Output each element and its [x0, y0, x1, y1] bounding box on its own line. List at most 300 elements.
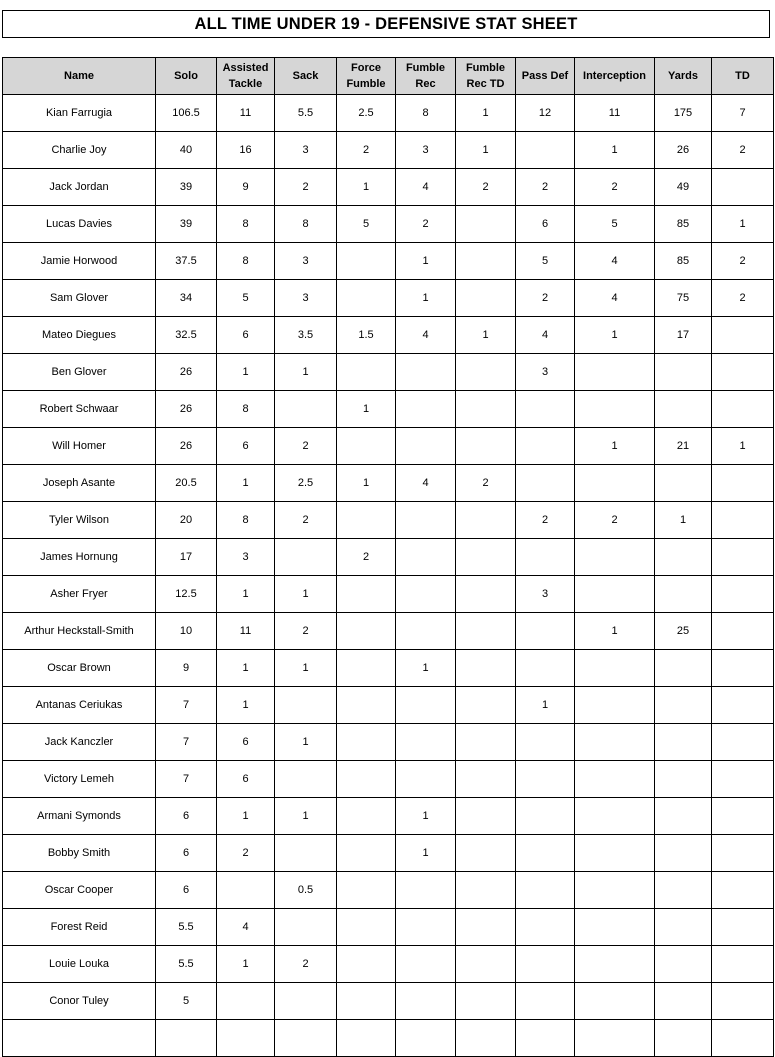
stat-cell-sack: 1: [275, 724, 337, 761]
table-body: [3, 95, 774, 1057]
table-row: [3, 206, 774, 243]
stat-cell-solo: 5.5: [156, 909, 217, 946]
table-row: [3, 798, 774, 835]
stat-cell-sack: 3.5: [275, 317, 337, 354]
stat-cell-sack: 2: [275, 613, 337, 650]
stat-cell-yards: [655, 909, 712, 946]
stats-table: [2, 57, 774, 1057]
stat-cell-interception: 11: [575, 95, 655, 132]
column-header-yards: Yards: [655, 58, 712, 95]
stat-cell-yards: 21: [655, 428, 712, 465]
stat-cell-td: [712, 1020, 774, 1057]
player-name-cell: Sam Glover: [3, 280, 156, 317]
stat-cell-assisted-tackle: 6: [217, 724, 275, 761]
stat-cell-yards: [655, 835, 712, 872]
stat-cell-solo: 20: [156, 502, 217, 539]
stat-cell-fumble-rec-td: [456, 428, 516, 465]
stat-cell-pass-def: 4: [516, 317, 575, 354]
stat-cell-force-fumble: 1.5: [337, 317, 396, 354]
stat-cell-sack: 1: [275, 354, 337, 391]
stat-cell-pass-def: 3: [516, 354, 575, 391]
stat-cell-td: [712, 798, 774, 835]
column-header-sack: Sack: [275, 58, 337, 95]
stat-cell-fumble-rec-td: [456, 798, 516, 835]
stat-cell-assisted-tackle: 6: [217, 428, 275, 465]
stat-cell-fumble-rec: [396, 539, 456, 576]
stat-cell-interception: 1: [575, 317, 655, 354]
player-name-cell: Antanas Ceriukas: [3, 687, 156, 724]
stat-cell-fumble-rec-td: [456, 983, 516, 1020]
stat-cell-fumble-rec-td: [456, 687, 516, 724]
stat-cell-sack: [275, 1020, 337, 1057]
stat-cell-fumble-rec: 1: [396, 798, 456, 835]
stat-cell-interception: [575, 391, 655, 428]
stat-cell-solo: 34: [156, 280, 217, 317]
stat-cell-yards: [655, 798, 712, 835]
stat-cell-yards: [655, 354, 712, 391]
stat-cell-force-fumble: [337, 354, 396, 391]
stat-cell-sack: [275, 539, 337, 576]
stat-cell-pass-def: 2: [516, 502, 575, 539]
stat-cell-td: [712, 687, 774, 724]
stat-cell-fumble-rec: 4: [396, 465, 456, 502]
player-name-cell: Victory Lemeh: [3, 761, 156, 798]
stat-cell-assisted-tackle: 8: [217, 206, 275, 243]
stat-cell-sack: [275, 983, 337, 1020]
stat-cell-td: [712, 539, 774, 576]
stat-cell-yards: [655, 724, 712, 761]
stat-cell-fumble-rec: 1: [396, 280, 456, 317]
stat-cell-solo: 20.5: [156, 465, 217, 502]
stat-cell-fumble-rec: 1: [396, 835, 456, 872]
stat-cell-fumble-rec: [396, 613, 456, 650]
player-name-cell: [3, 1020, 156, 1057]
player-name-cell: Jamie Horwood: [3, 243, 156, 280]
stat-cell-force-fumble: 5: [337, 206, 396, 243]
table-row: [3, 650, 774, 687]
column-header-force-fumble: Force Fumble: [337, 58, 396, 95]
stat-cell-solo: 7: [156, 724, 217, 761]
stat-cell-force-fumble: [337, 761, 396, 798]
stat-cell-yards: [655, 983, 712, 1020]
stat-cell-solo: 6: [156, 872, 217, 909]
player-name-cell: Arthur Heckstall-Smith: [3, 613, 156, 650]
stat-cell-force-fumble: [337, 909, 396, 946]
stat-cell-td: [712, 613, 774, 650]
player-name-cell: Conor Tuley: [3, 983, 156, 1020]
stat-cell-td: [712, 354, 774, 391]
stat-cell-fumble-rec-td: 1: [456, 95, 516, 132]
header-row: [3, 58, 774, 95]
table-row: [3, 576, 774, 613]
stat-cell-fumble-rec: [396, 983, 456, 1020]
stat-cell-fumble-rec: 4: [396, 169, 456, 206]
stat-cell-force-fumble: 1: [337, 391, 396, 428]
player-name-cell: Kian Farrugia: [3, 95, 156, 132]
stat-cell-fumble-rec-td: [456, 354, 516, 391]
player-name-cell: Jack Kanczler: [3, 724, 156, 761]
stat-cell-solo: 26: [156, 354, 217, 391]
stat-cell-yards: [655, 1020, 712, 1057]
stat-cell-fumble-rec-td: 1: [456, 317, 516, 354]
stat-cell-interception: [575, 1020, 655, 1057]
stat-cell-fumble-rec-td: [456, 539, 516, 576]
stat-cell-interception: [575, 539, 655, 576]
stat-cell-force-fumble: 1: [337, 465, 396, 502]
stat-cell-fumble-rec-td: [456, 206, 516, 243]
stat-cell-assisted-tackle: 1: [217, 650, 275, 687]
player-name-cell: Oscar Cooper: [3, 872, 156, 909]
stat-cell-force-fumble: 2.5: [337, 95, 396, 132]
stat-cell-interception: [575, 835, 655, 872]
table-row: [3, 354, 774, 391]
stat-cell-force-fumble: [337, 872, 396, 909]
stat-cell-td: [712, 576, 774, 613]
stat-cell-pass-def: [516, 539, 575, 576]
table-row: [3, 243, 774, 280]
column-header-pass-def: Pass Def: [516, 58, 575, 95]
stat-cell-interception: [575, 983, 655, 1020]
stat-cell-pass-def: [516, 650, 575, 687]
stat-cell-pass-def: 5: [516, 243, 575, 280]
stat-cell-fumble-rec-td: [456, 391, 516, 428]
stat-cell-yards: 85: [655, 206, 712, 243]
stat-cell-fumble-rec-td: 2: [456, 169, 516, 206]
stat-cell-yards: [655, 872, 712, 909]
stat-cell-fumble-rec: 1: [396, 650, 456, 687]
table-row: [3, 280, 774, 317]
stat-cell-fumble-rec-td: [456, 613, 516, 650]
stat-cell-solo: 10: [156, 613, 217, 650]
stat-cell-force-fumble: 1: [337, 169, 396, 206]
stat-cell-fumble-rec-td: [456, 946, 516, 983]
stat-cell-td: [712, 391, 774, 428]
stat-cell-interception: 2: [575, 502, 655, 539]
stat-cell-fumble-rec: 1: [396, 243, 456, 280]
stat-cell-fumble-rec-td: [456, 835, 516, 872]
stat-cell-assisted-tackle: 1: [217, 946, 275, 983]
stat-cell-fumble-rec: 8: [396, 95, 456, 132]
player-name-cell: James Hornung: [3, 539, 156, 576]
stat-cell-fumble-rec: [396, 576, 456, 613]
table-row: [3, 428, 774, 465]
stat-cell-pass-def: [516, 465, 575, 502]
stat-cell-interception: [575, 798, 655, 835]
stat-cell-fumble-rec-td: [456, 502, 516, 539]
stat-cell-solo: 26: [156, 428, 217, 465]
column-header-td: TD: [712, 58, 774, 95]
stat-cell-fumble-rec: [396, 428, 456, 465]
stat-cell-sack: [275, 391, 337, 428]
stat-cell-td: [712, 724, 774, 761]
stat-cell-sack: 3: [275, 243, 337, 280]
stat-cell-assisted-tackle: 1: [217, 354, 275, 391]
stat-cell-td: [712, 835, 774, 872]
stat-cell-pass-def: [516, 391, 575, 428]
stat-cell-assisted-tackle: 11: [217, 613, 275, 650]
stat-cell-pass-def: 12: [516, 95, 575, 132]
stat-cell-solo: 37.5: [156, 243, 217, 280]
stat-cell-solo: [156, 1020, 217, 1057]
stat-cell-pass-def: [516, 724, 575, 761]
stat-cell-td: [712, 650, 774, 687]
stat-cell-pass-def: [516, 428, 575, 465]
stat-cell-force-fumble: [337, 502, 396, 539]
table-row: [3, 317, 774, 354]
stat-cell-yards: 85: [655, 243, 712, 280]
stat-cell-assisted-tackle: 8: [217, 391, 275, 428]
stat-cell-assisted-tackle: 4: [217, 909, 275, 946]
stat-cell-yards: [655, 687, 712, 724]
stat-cell-fumble-rec: 2: [396, 206, 456, 243]
stat-cell-interception: 4: [575, 243, 655, 280]
stat-cell-td: [712, 465, 774, 502]
stat-cell-pass-def: [516, 835, 575, 872]
stat-cell-force-fumble: [337, 835, 396, 872]
stat-cell-pass-def: [516, 909, 575, 946]
stat-cell-pass-def: [516, 132, 575, 169]
stat-cell-yards: 49: [655, 169, 712, 206]
stat-cell-sack: 2: [275, 428, 337, 465]
stat-cell-force-fumble: [337, 428, 396, 465]
stat-cell-pass-def: [516, 798, 575, 835]
stat-cell-yards: [655, 539, 712, 576]
stat-cell-sack: 2: [275, 502, 337, 539]
stat-cell-fumble-rec: [396, 946, 456, 983]
player-name-cell: Will Homer: [3, 428, 156, 465]
stat-cell-interception: 5: [575, 206, 655, 243]
stat-cell-pass-def: [516, 872, 575, 909]
stat-cell-fumble-rec: [396, 391, 456, 428]
stat-cell-pass-def: 2: [516, 280, 575, 317]
stat-cell-fumble-rec: [396, 502, 456, 539]
stat-cell-assisted-tackle: 1: [217, 798, 275, 835]
stat-cell-assisted-tackle: 1: [217, 465, 275, 502]
column-header-name: Name: [3, 58, 156, 95]
stat-cell-fumble-rec-td: [456, 1020, 516, 1057]
table-row: [3, 539, 774, 576]
table-row: [3, 761, 774, 798]
stat-cell-assisted-tackle: 5: [217, 280, 275, 317]
stat-cell-solo: 26: [156, 391, 217, 428]
stat-cell-fumble-rec-td: [456, 909, 516, 946]
stat-cell-solo: 39: [156, 169, 217, 206]
stat-cell-force-fumble: [337, 983, 396, 1020]
stat-cell-solo: 106.5: [156, 95, 217, 132]
table-row: [3, 132, 774, 169]
stat-cell-yards: [655, 946, 712, 983]
stat-cell-fumble-rec-td: 2: [456, 465, 516, 502]
table-row: [3, 872, 774, 909]
player-name-cell: Robert Schwaar: [3, 391, 156, 428]
stat-cell-force-fumble: [337, 687, 396, 724]
player-name-cell: Joseph Asante: [3, 465, 156, 502]
stat-cell-pass-def: [516, 613, 575, 650]
stat-cell-assisted-tackle: [217, 872, 275, 909]
stat-cell-sack: 5.5: [275, 95, 337, 132]
stat-cell-assisted-tackle: 1: [217, 687, 275, 724]
stat-cell-solo: 7: [156, 687, 217, 724]
stat-cell-fumble-rec: [396, 687, 456, 724]
stat-cell-td: [712, 502, 774, 539]
stat-cell-solo: 39: [156, 206, 217, 243]
stat-cell-assisted-tackle: 9: [217, 169, 275, 206]
stat-cell-assisted-tackle: [217, 983, 275, 1020]
stat-cell-yards: [655, 465, 712, 502]
table-row: [3, 169, 774, 206]
table-row: [3, 465, 774, 502]
stat-cell-fumble-rec: [396, 354, 456, 391]
table-row: [3, 946, 774, 983]
stat-cell-td: 1: [712, 428, 774, 465]
stat-cell-assisted-tackle: 6: [217, 761, 275, 798]
stat-cell-fumble-rec-td: [456, 872, 516, 909]
stat-cell-force-fumble: [337, 724, 396, 761]
stat-cell-td: 7: [712, 95, 774, 132]
stat-cell-solo: 6: [156, 798, 217, 835]
stat-cell-force-fumble: [337, 798, 396, 835]
stat-cell-force-fumble: [337, 1020, 396, 1057]
stat-cell-fumble-rec: [396, 909, 456, 946]
stat-cell-interception: 1: [575, 613, 655, 650]
stat-cell-force-fumble: 2: [337, 132, 396, 169]
stat-cell-sack: [275, 835, 337, 872]
player-name-cell: Armani Symonds: [3, 798, 156, 835]
stat-cell-assisted-tackle: 3: [217, 539, 275, 576]
table-row: [3, 835, 774, 872]
player-name-cell: Tyler Wilson: [3, 502, 156, 539]
sheet-title: ALL TIME UNDER 19 - DEFENSIVE STAT SHEET: [2, 10, 770, 38]
stat-cell-fumble-rec-td: [456, 761, 516, 798]
table-row: [3, 983, 774, 1020]
stat-cell-yards: [655, 761, 712, 798]
stat-cell-assisted-tackle: 8: [217, 502, 275, 539]
player-name-cell: Louie Louka: [3, 946, 156, 983]
table-row: [3, 1020, 774, 1057]
stat-cell-sack: [275, 687, 337, 724]
stat-cell-pass-def: [516, 761, 575, 798]
stat-cell-td: 2: [712, 280, 774, 317]
stat-cell-fumble-rec: [396, 761, 456, 798]
player-name-cell: Asher Fryer: [3, 576, 156, 613]
stat-cell-force-fumble: [337, 946, 396, 983]
stat-cell-fumble-rec: [396, 724, 456, 761]
stat-cell-assisted-tackle: 11: [217, 95, 275, 132]
stat-cell-interception: 1: [575, 132, 655, 169]
stat-cell-assisted-tackle: 8: [217, 243, 275, 280]
table-row: [3, 391, 774, 428]
stat-cell-interception: 1: [575, 428, 655, 465]
stat-cell-force-fumble: 2: [337, 539, 396, 576]
stat-cell-solo: 32.5: [156, 317, 217, 354]
stat-cell-fumble-rec-td: [456, 724, 516, 761]
stat-cell-solo: 7: [156, 761, 217, 798]
player-name-cell: Mateo Diegues: [3, 317, 156, 354]
table-row: [3, 95, 774, 132]
stat-cell-interception: 4: [575, 280, 655, 317]
stat-cell-interception: [575, 909, 655, 946]
column-header-interception: Interception: [575, 58, 655, 95]
stat-cell-interception: 2: [575, 169, 655, 206]
stat-cell-sack: 1: [275, 650, 337, 687]
stat-cell-assisted-tackle: [217, 1020, 275, 1057]
stat-cell-sack: 3: [275, 280, 337, 317]
player-name-cell: Lucas Davies: [3, 206, 156, 243]
stat-cell-fumble-rec-td: [456, 650, 516, 687]
column-header-fumble-rec: Fumble Rec: [396, 58, 456, 95]
stat-cell-yards: [655, 650, 712, 687]
stat-cell-assisted-tackle: 1: [217, 576, 275, 613]
stat-cell-pass-def: 6: [516, 206, 575, 243]
stat-cell-force-fumble: [337, 576, 396, 613]
stat-cell-force-fumble: [337, 613, 396, 650]
stat-cell-sack: [275, 761, 337, 798]
stat-cell-pass-def: [516, 983, 575, 1020]
stat-cell-interception: [575, 650, 655, 687]
stat-cell-td: 2: [712, 132, 774, 169]
stat-cell-interception: [575, 687, 655, 724]
stat-cell-sack: 2.5: [275, 465, 337, 502]
stat-cell-yards: 175: [655, 95, 712, 132]
stat-cell-td: [712, 317, 774, 354]
stat-cell-td: [712, 946, 774, 983]
stat-cell-td: 1: [712, 206, 774, 243]
stat-cell-fumble-rec: 3: [396, 132, 456, 169]
stat-cell-solo: 5.5: [156, 946, 217, 983]
stat-cell-force-fumble: [337, 243, 396, 280]
stat-cell-fumble-rec-td: [456, 280, 516, 317]
stat-cell-assisted-tackle: 2: [217, 835, 275, 872]
stat-cell-fumble-rec-td: [456, 243, 516, 280]
stat-cell-yards: 17: [655, 317, 712, 354]
stat-cell-td: [712, 983, 774, 1020]
column-header-solo: Solo: [156, 58, 217, 95]
stat-cell-interception: [575, 946, 655, 983]
stat-cell-yards: [655, 391, 712, 428]
table-row: [3, 724, 774, 761]
player-name-cell: Bobby Smith: [3, 835, 156, 872]
stat-cell-solo: 12.5: [156, 576, 217, 613]
stat-cell-interception: [575, 354, 655, 391]
stat-cell-assisted-tackle: 16: [217, 132, 275, 169]
stat-cell-td: [712, 761, 774, 798]
stat-cell-sack: 2: [275, 169, 337, 206]
player-name-cell: Charlie Joy: [3, 132, 156, 169]
stat-cell-fumble-rec: [396, 1020, 456, 1057]
stat-cell-pass-def: 1: [516, 687, 575, 724]
stat-cell-yards: 75: [655, 280, 712, 317]
stat-cell-interception: [575, 761, 655, 798]
stat-cell-pass-def: 3: [516, 576, 575, 613]
stat-cell-interception: [575, 465, 655, 502]
stat-cell-solo: 17: [156, 539, 217, 576]
stat-cell-pass-def: [516, 946, 575, 983]
table-row: [3, 687, 774, 724]
player-name-cell: Jack Jordan: [3, 169, 156, 206]
stat-cell-yards: 1: [655, 502, 712, 539]
stat-cell-solo: 40: [156, 132, 217, 169]
stat-cell-force-fumble: [337, 280, 396, 317]
stat-cell-fumble-rec-td: [456, 576, 516, 613]
stat-cell-assisted-tackle: 6: [217, 317, 275, 354]
stat-cell-sack: 1: [275, 798, 337, 835]
stat-cell-interception: [575, 576, 655, 613]
stat-cell-interception: [575, 724, 655, 761]
stat-cell-yards: 25: [655, 613, 712, 650]
stat-cell-pass-def: 2: [516, 169, 575, 206]
stat-cell-sack: 1: [275, 576, 337, 613]
player-name-cell: Oscar Brown: [3, 650, 156, 687]
